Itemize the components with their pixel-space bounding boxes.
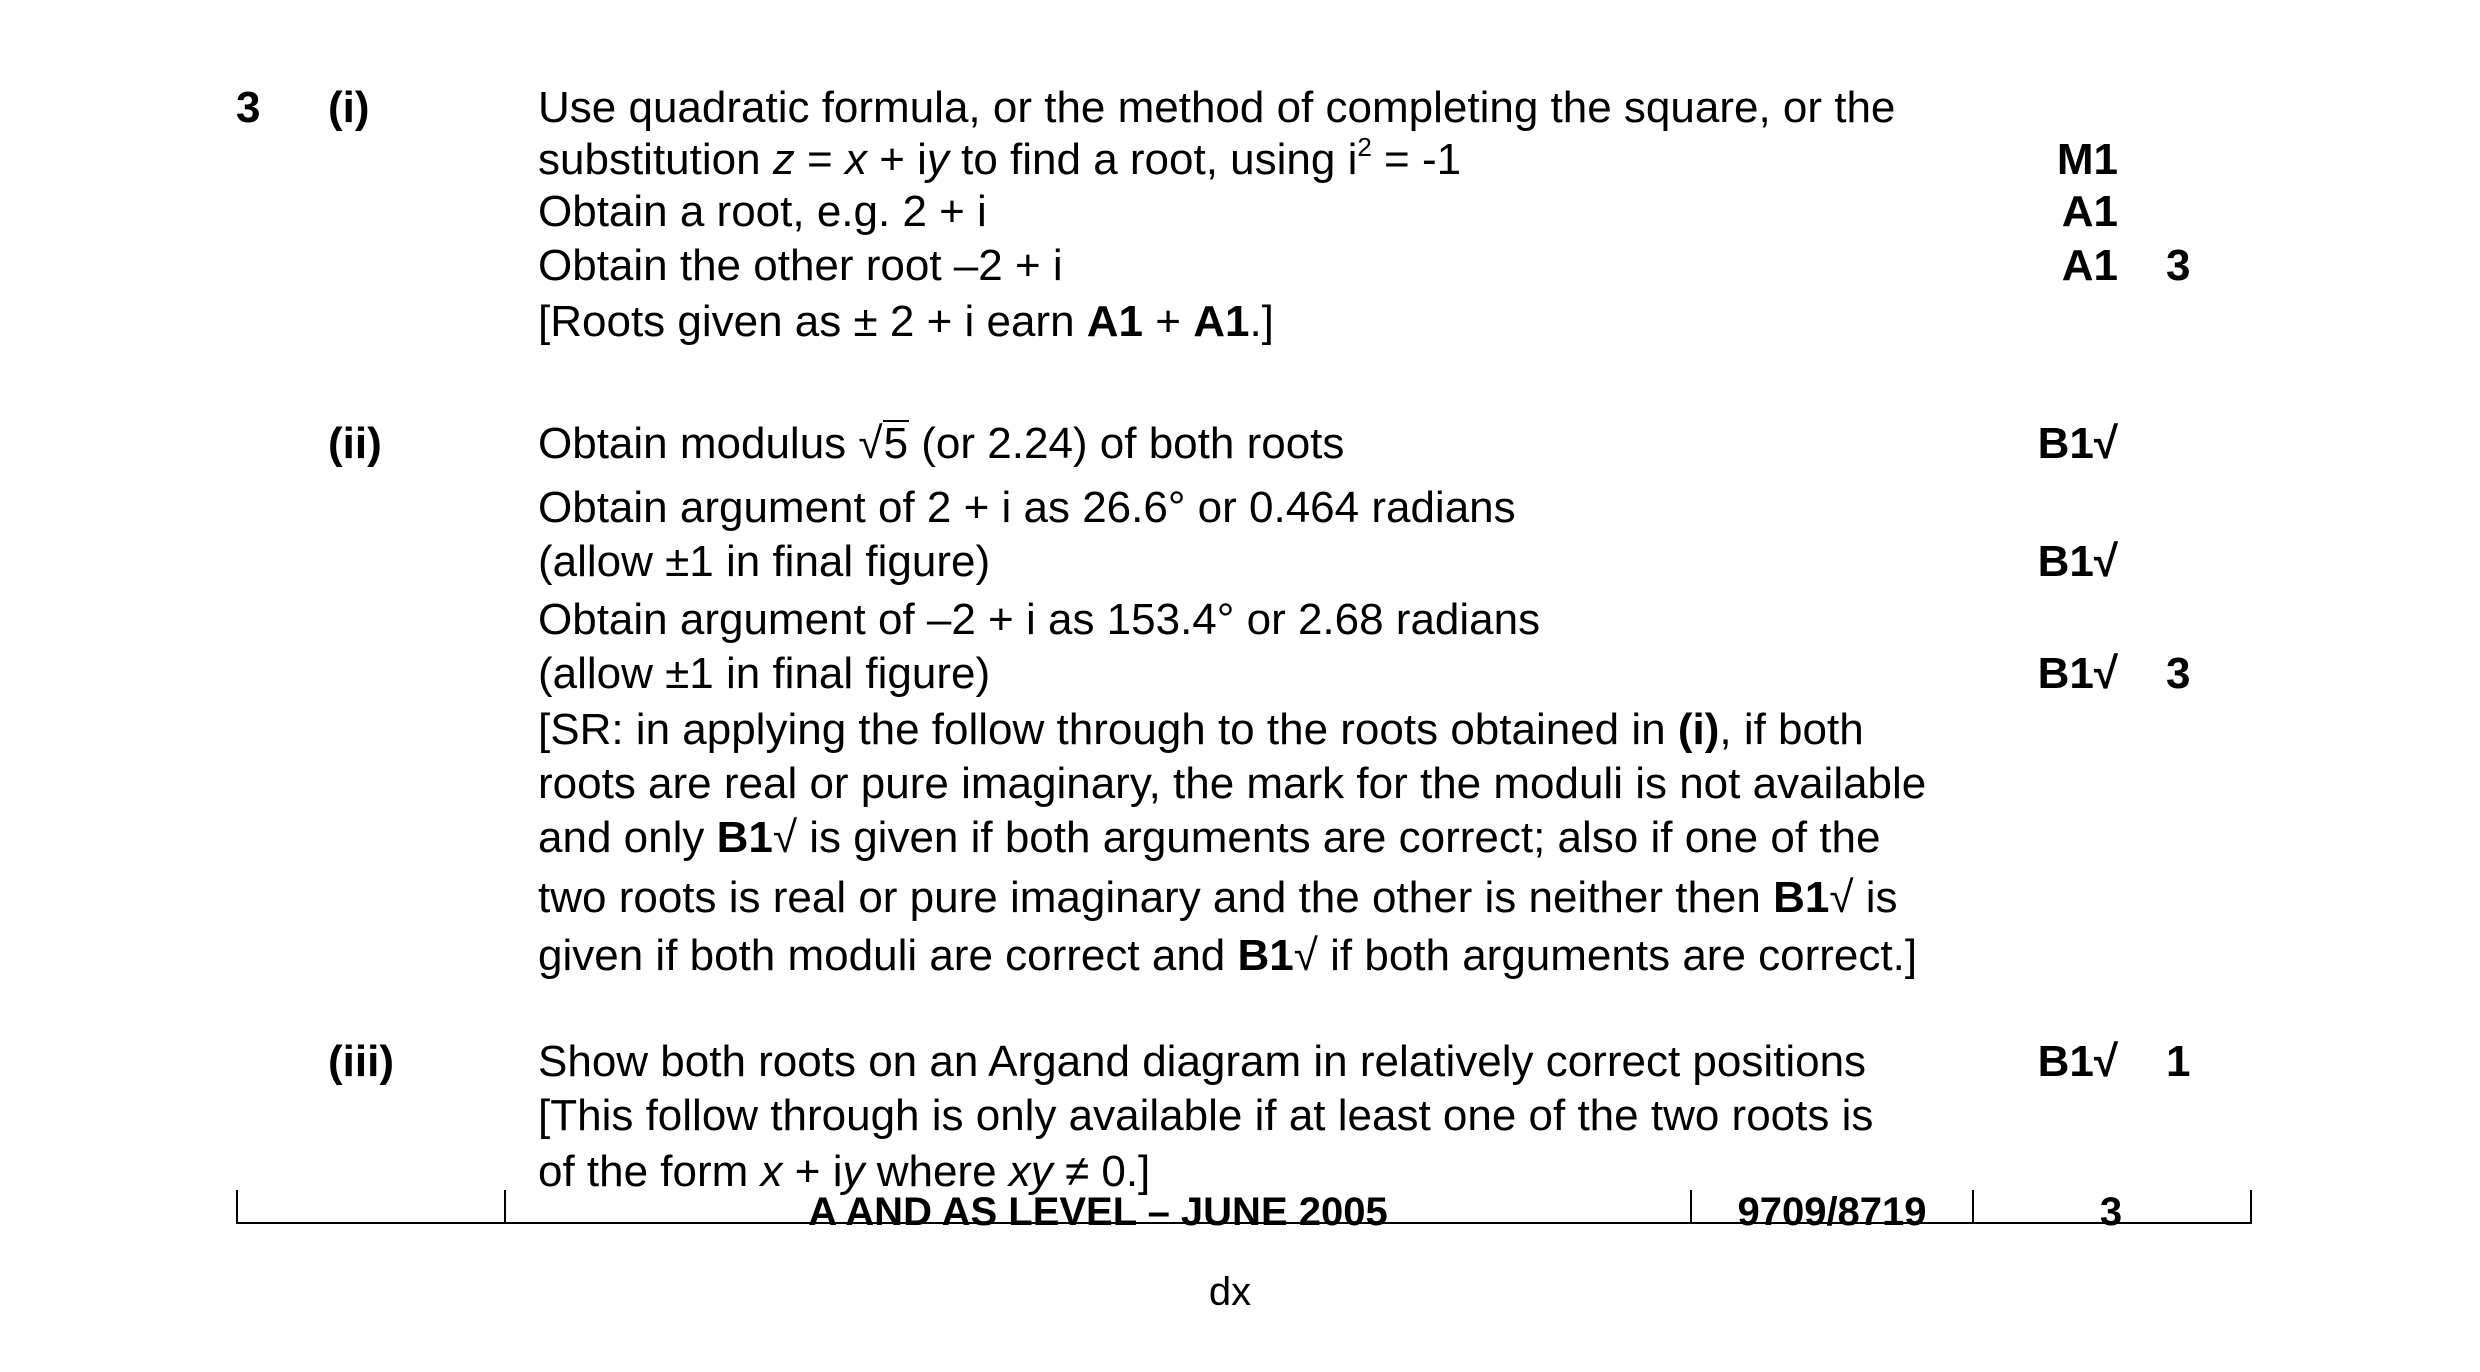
part-i-mark-3: A1: [2061, 241, 2118, 290]
part-ii-total: 3: [2166, 649, 2191, 698]
part-i-line-5: [Roots given as ± 2 + i earn A1 + A1.]: [538, 297, 1274, 346]
part-i-line-4: Obtain the other root –2 + i: [538, 241, 1063, 290]
part-ii-line-6: [SR: in applying the follow through to the roots obtained in (i), if both: [538, 705, 1864, 754]
part-i-line-1: Use quadratic formula, or the method of completing the square, or the: [538, 83, 1896, 132]
part-iii-line-1: Show both roots on an Argand diagram in relatively correct positions: [538, 1037, 1867, 1086]
part-ii-line-1: Obtain modulus √5 (or 2.24) of both roots: [538, 419, 1345, 468]
part-iii-line-2: [This follow through is only available if at least one of the two roots is: [538, 1091, 1874, 1140]
footer-page-number: 3: [2099, 1190, 2123, 1234]
part-iii-line-3: of the form x + iy where xy ≠ 0.]: [538, 1147, 1151, 1196]
part-ii-line-3: (allow ±1 in final figure): [538, 537, 991, 586]
cut-off-text: dx: [1208, 1270, 1252, 1314]
part-iii-mark-1: B1√: [2037, 1037, 2118, 1086]
part-i-line-2: substitution z = x + iy to find a root, using $i^2 = -1$: [538, 132, 1462, 184]
part-ii-line-2: Obtain argument of 2 + i as 26.6° or 0.464 radians: [538, 483, 1516, 532]
part-i-mark-1: M1: [2056, 135, 2118, 184]
part-ii-line-4: Obtain argument of –2 + i as 153.4° or 2.68 radians: [538, 595, 1541, 644]
part-ii-line-5: (allow ±1 in final figure): [538, 649, 991, 698]
part-label-ii: (ii): [328, 419, 382, 468]
footer-title: A AND AS LEVEL – JUNE 2005: [808, 1190, 1388, 1234]
part-ii-mark-3: B1√: [2037, 649, 2118, 698]
part-ii-mark-1: B1√: [2037, 419, 2118, 468]
part-label-iii: (iii): [328, 1037, 394, 1086]
part-label-i: (i): [328, 83, 370, 132]
footer-code: 9709/8719: [1737, 1190, 1927, 1234]
part-ii-line-8: and only B1√ is given if both arguments are correct; also if one of the: [538, 813, 1881, 862]
part-ii-line-10: given if both moduli are correct and B1√ if both arguments are correct.]: [538, 931, 1918, 980]
part-ii-line-7: roots are real or pure imaginary, the mark for the moduli is not available: [538, 759, 1927, 808]
question-number: 3: [236, 83, 261, 132]
part-i-line-3: Obtain a root, e.g. 2 + i: [538, 187, 987, 236]
part-i-total: 3: [2166, 241, 2191, 290]
part-i-mark-2: A1: [2061, 187, 2118, 236]
part-ii-line-9: two roots is real or pure imaginary and the other is neither then B1√ is: [538, 873, 1898, 922]
sqrt-symbol: √5: [858, 419, 909, 468]
part-ii-mark-2: B1√: [2037, 537, 2118, 586]
part-iii-total: 1: [2166, 1037, 2191, 1086]
